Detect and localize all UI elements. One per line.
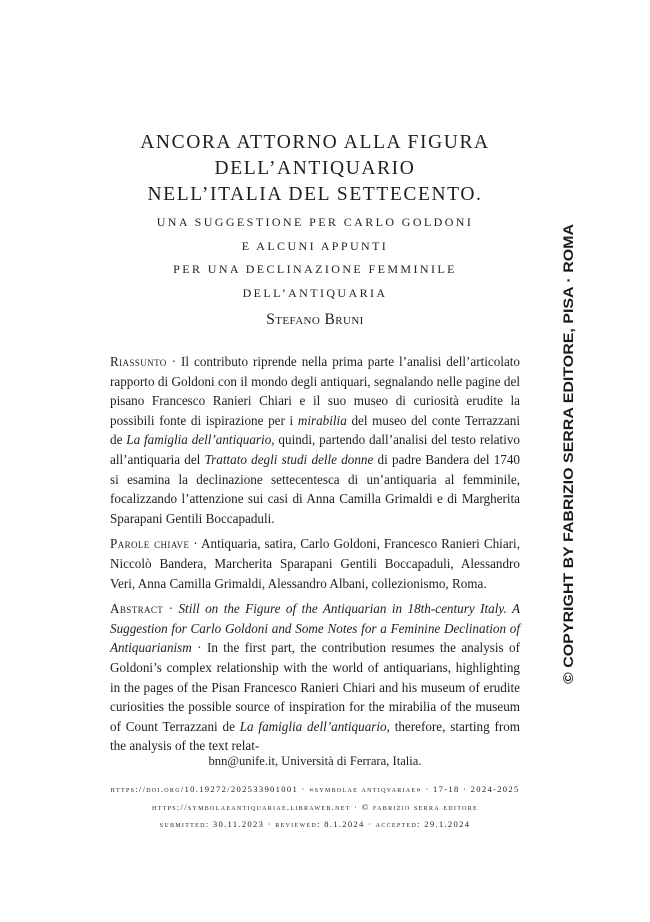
abstract-paragraph <box>110 599 520 754</box>
separator: · <box>191 640 207 656</box>
abstract-label: Abstract <box>110 601 164 617</box>
riassunto-text: del museo del conte Terrazzani de <box>110 412 520 448</box>
riassunto-paragraph <box>110 352 520 528</box>
footer-doi: https://doi.org/10.19272/202533901001 · «symbolae antiqvariae» · 17-18 · 2024-2025 <box>110 784 520 794</box>
article-title <box>110 130 520 208</box>
title-line: NELL’ITALIA DEL SETTECENTO. <box>147 184 483 205</box>
footer-dates: submitted: 30.11.2023 · reviewed: 8.1.2024 · accepted: 29.1.2024 <box>159 819 471 829</box>
publication-footer <box>80 781 550 834</box>
abstract-text: In the first part, the contribution resumes the analysis of Goldoni’s complex relationship with the world of antiquarians, highlighting in the pages of the Pisan Francesco Ranieri Chiari and his museum of erudite curiosities the possible source of inspiration for the mirabilia of the museum of Count Terrazzani de <box>110 640 520 734</box>
riassunto-italic: La famiglia dell’antiquario <box>126 432 272 448</box>
abstract-italic: La famiglia dell’antiquario <box>239 718 387 734</box>
subtitle-line: PER UNA DECLINAZIONE FEMMINILE <box>173 262 457 276</box>
subtitle-line: DELL’ANTIQUARIA <box>242 285 388 300</box>
subtitle-line: E ALCUNI APPUNTI <box>241 238 389 253</box>
abstract-title: Still on the Figure of the Antiquarian in 18th-century Italy. A Suggestion for Carlo Goldoni and Some Notes for a Feminine Declination of Antiquarianism <box>110 601 520 656</box>
riassunto-label: Riassunto <box>110 354 167 369</box>
separator: · <box>163 601 179 617</box>
title-line: DELL’ANTIQUARIO <box>214 158 416 179</box>
keywords-text: Antiquaria, satira, Carlo Goldoni, Francesco Ranieri Chiari, Niccolò Bandera, Marcherita Sparapani Gentili Boccapaduli, Alessandro Veri, Anna Camilla Grimaldi, Alessandro Albani, collezionismo, Roma. <box>110 536 520 591</box>
riassunto-text: di padre Bandera del 1740 si esamina la declinazione settecentesca di un’antiquaria al femminile, focalizzando l’attenzione sui casi di Anna Camilla Grimaldi e di Margherita Sparapani Gentili Boccapaduli. <box>110 451 520 526</box>
copyright-vertical-svg <box>556 222 580 684</box>
riassunto-text: Il contributo riprende nella prima parte l’analisi dell’articolato rapporto di Goldoni con il mondo degli antiquari, segnalando nelle pagine del pisano Francesco Ranieri Chiari e il suo museo di curiosità erudite la possibili fonte di ispirazione per i <box>110 354 520 428</box>
copyright-vertical <box>556 222 580 684</box>
riassunto-italic: Trattato degli studi delle donne <box>204 451 374 467</box>
author-affiliation: bnn@unife.it, Università di Ferrara, Italia. <box>208 754 422 768</box>
footer-website: https://symbolaeantiquariae.libraweb.net · © fabrizio serra editore <box>152 801 478 812</box>
separator: · <box>166 354 182 369</box>
article-subtitle <box>110 211 520 305</box>
author-name: Stefano Bruni <box>266 311 364 328</box>
riassunto-text: , quindi, partendo dall’analisi del testo relativo all’antiquaria del <box>110 432 520 467</box>
article-body <box>110 352 520 754</box>
separator: · <box>189 536 202 552</box>
keywords-label: Parole chiave <box>110 536 190 552</box>
title-line: ANCORA ATTORNO ALLA FIGURA <box>140 132 490 153</box>
copyright-vertical-text: © COPYRIGHT BY FABRIZIO SERRA EDITORE, PISA · ROMA <box>561 295 576 684</box>
riassunto-italic: mirabilia <box>297 412 347 428</box>
keywords-paragraph <box>110 534 520 593</box>
subtitle-line: UNA SUGGESTIONE PER CARLO GOLDONI <box>156 215 474 229</box>
abstract-text: , therefore, starting from the analysis of the text relat- <box>110 718 520 754</box>
